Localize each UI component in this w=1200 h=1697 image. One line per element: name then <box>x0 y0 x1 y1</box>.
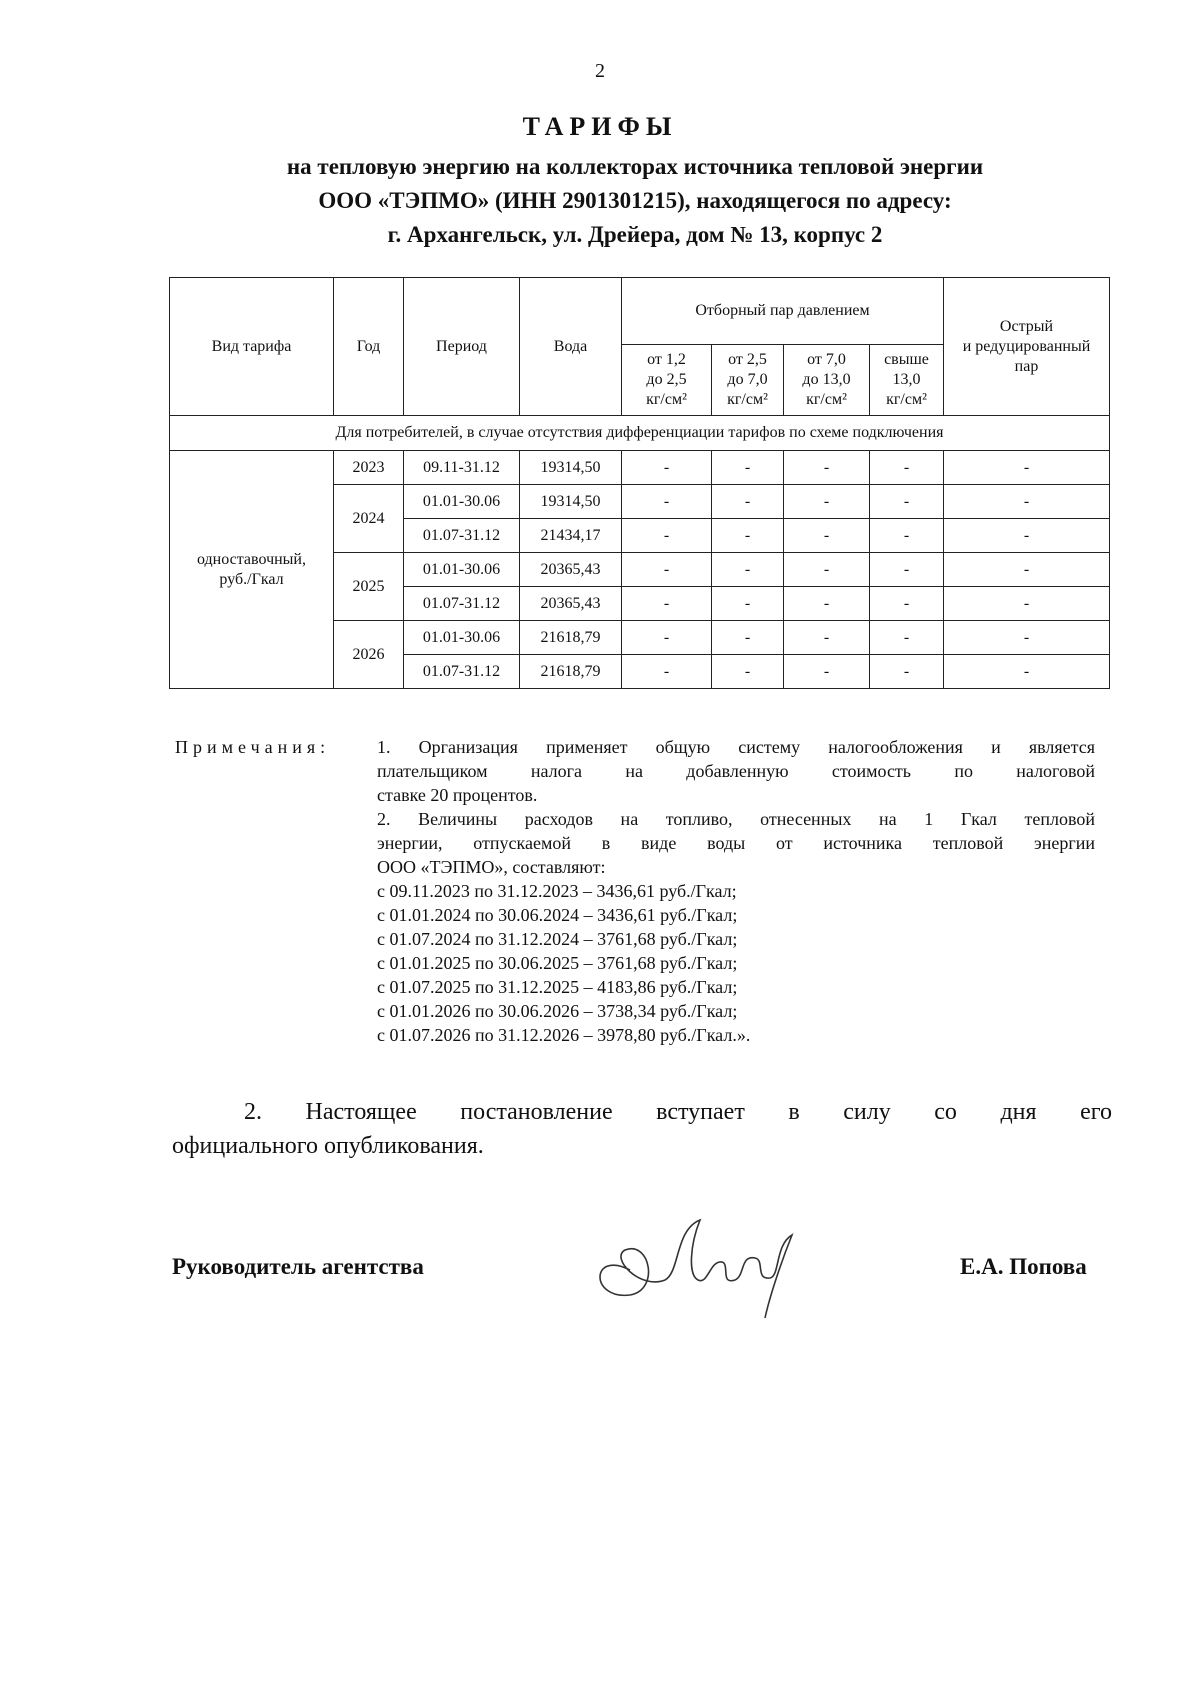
note-line: 1. Организация применяет общую систему налогообложения и является <box>377 737 1095 757</box>
period-cell: 09.11-31.12 <box>404 451 520 485</box>
paragraph-line: 2. Настоящее постановление вступает в силу со дня его <box>244 1099 1112 1125</box>
table-row <box>170 451 1110 485</box>
sharp-cell: - <box>944 485 1110 519</box>
subtitle-line: на тепловую энергию на коллекторах источника тепловой энергии <box>286 154 984 179</box>
steam-cell: - <box>622 655 712 689</box>
steam-cell: - <box>870 621 944 655</box>
steam-cell: - <box>784 621 870 655</box>
water-cell: 20365,43 <box>520 587 622 621</box>
note-line: с 01.07.2025 по 31.12.2025 – 4183,86 руб./Гкал; <box>377 977 738 997</box>
header-line: до 7,0 <box>727 371 768 388</box>
sharp-cell: - <box>944 587 1110 621</box>
steam-cell: - <box>784 519 870 553</box>
steam-cell: - <box>622 451 712 485</box>
steam-cell: - <box>870 587 944 621</box>
header-year: Год <box>334 278 404 416</box>
header-steam-group: Отборный пар давлением <box>622 278 944 345</box>
header-sharp-line: и редуцированный <box>962 337 1091 355</box>
handwritten-signature <box>570 1200 800 1320</box>
water-cell: 21618,79 <box>520 655 622 689</box>
subtitle-line: ООО «ТЭПМО» (ИНН 2901301215), находящегося по адресу: <box>318 188 952 213</box>
period-cell: 01.07-31.12 <box>404 587 520 621</box>
tariff-type-cell <box>170 451 334 689</box>
header-sharp-steam <box>944 278 1110 416</box>
note-line: ООО «ТЭПМО», составляют: <box>377 857 606 877</box>
year-cell: 2025 <box>334 553 404 621</box>
header-steam-1 <box>622 345 712 416</box>
header-line: кг/см² <box>886 391 927 408</box>
steam-cell: - <box>712 621 784 655</box>
steam-cell: - <box>870 655 944 689</box>
sharp-cell: - <box>944 553 1110 587</box>
steam-cell: - <box>870 519 944 553</box>
header-water: Вода <box>520 278 622 416</box>
steam-cell: - <box>870 451 944 485</box>
sharp-cell: - <box>944 451 1110 485</box>
header-tariff-type: Вид тарифа <box>170 278 334 416</box>
sharp-cell: - <box>944 621 1110 655</box>
header-line: от 2,5 <box>728 351 767 368</box>
tariff-table <box>169 277 1110 689</box>
water-cell: 19314,50 <box>520 485 622 519</box>
year-cell: 2023 <box>334 451 404 485</box>
period-cell: 01.01-30.06 <box>404 553 520 587</box>
resolution-paragraph <box>172 1095 1112 1163</box>
header-period: Период <box>404 278 520 416</box>
header-line: до 2,5 <box>646 371 687 388</box>
note-line: с 01.01.2024 по 30.06.2024 – 3436,61 руб./Гкал; <box>377 905 738 925</box>
steam-cell: - <box>712 587 784 621</box>
signatory-name: Е.А. Попова <box>960 1254 1087 1279</box>
note-line: 2. Величины расходов на топливо, отнесенных на 1 Гкал тепловой <box>377 809 1095 829</box>
tariff-label-line: одноставочный, <box>197 550 306 568</box>
header-steam-4 <box>870 345 944 416</box>
note-line: ставке 20 процентов. <box>377 785 538 805</box>
document-title: ТАРИФЫ <box>522 112 678 141</box>
note-line: с 09.11.2023 по 31.12.2023 – 3436,61 руб./Гкал; <box>377 881 737 901</box>
steam-cell: - <box>870 485 944 519</box>
header-line: от 1,2 <box>647 351 686 368</box>
period-cell: 01.01-30.06 <box>404 485 520 519</box>
header-line: кг/см² <box>727 391 768 408</box>
sharp-cell: - <box>944 519 1110 553</box>
note-line: плательщиком налога на добавленную стоимость по налоговой <box>377 761 1095 781</box>
header-steam-2 <box>712 345 784 416</box>
header-sharp-line: пар <box>1014 357 1039 375</box>
steam-cell: - <box>784 485 870 519</box>
page-number: 2 <box>595 60 605 82</box>
year-cell: 2024 <box>334 485 404 553</box>
section-note: Для потребителей, в случае отсутствия дифференциации тарифов по схеме подключения <box>170 416 1110 451</box>
steam-cell: - <box>712 451 784 485</box>
steam-cell: - <box>712 519 784 553</box>
header-line: кг/см² <box>806 391 847 408</box>
period-cell: 01.01-30.06 <box>404 621 520 655</box>
header-steam-3 <box>784 345 870 416</box>
note-line: энергии, отпускаемой в виде воды от источника тепловой энергии <box>377 833 1095 853</box>
steam-cell: - <box>622 485 712 519</box>
water-cell: 19314,50 <box>520 451 622 485</box>
steam-cell: - <box>784 587 870 621</box>
steam-cell: - <box>784 655 870 689</box>
document-subtitle <box>150 150 1120 252</box>
period-cell: 01.07-31.12 <box>404 519 520 553</box>
notes-body <box>377 735 1095 1047</box>
header-line: 13,0 <box>892 371 921 388</box>
subtitle-line: г. Архангельск, ул. Дрейера, дом № 13, корпус 2 <box>387 222 883 247</box>
signatory-position: Руководитель агентства <box>172 1254 424 1279</box>
steam-cell: - <box>712 553 784 587</box>
steam-cell: - <box>784 553 870 587</box>
notes-label: Примечания: <box>175 737 331 757</box>
note-line: с 01.01.2026 по 30.06.2026 – 3738,34 руб./Гкал; <box>377 1001 738 1021</box>
steam-cell: - <box>784 451 870 485</box>
paragraph-line: официального опубликования. <box>172 1133 484 1159</box>
steam-cell: - <box>622 553 712 587</box>
header-sharp-line: Острый <box>999 317 1054 335</box>
note-line: с 01.07.2024 по 31.12.2024 – 3761,68 руб./Гкал; <box>377 929 738 949</box>
header-line: свыше <box>884 351 929 368</box>
water-cell: 21434,17 <box>520 519 622 553</box>
steam-cell: - <box>622 621 712 655</box>
water-cell: 21618,79 <box>520 621 622 655</box>
header-line: кг/см² <box>646 391 687 408</box>
sharp-cell: - <box>944 655 1110 689</box>
steam-cell: - <box>622 519 712 553</box>
year-cell: 2026 <box>334 621 404 689</box>
water-cell: 20365,43 <box>520 553 622 587</box>
steam-cell: - <box>712 485 784 519</box>
header-line: от 7,0 <box>807 351 846 368</box>
note-line: с 01.07.2026 по 31.12.2026 – 3978,80 руб./Гкал.». <box>377 1025 751 1045</box>
steam-cell: - <box>870 553 944 587</box>
steam-cell: - <box>622 587 712 621</box>
note-line: с 01.01.2025 по 30.06.2025 – 3761,68 руб./Гкал; <box>377 953 738 973</box>
steam-cell: - <box>712 655 784 689</box>
header-line: до 13,0 <box>802 371 851 388</box>
tariff-label-line: руб./Гкал <box>219 570 284 588</box>
period-cell: 01.07-31.12 <box>404 655 520 689</box>
